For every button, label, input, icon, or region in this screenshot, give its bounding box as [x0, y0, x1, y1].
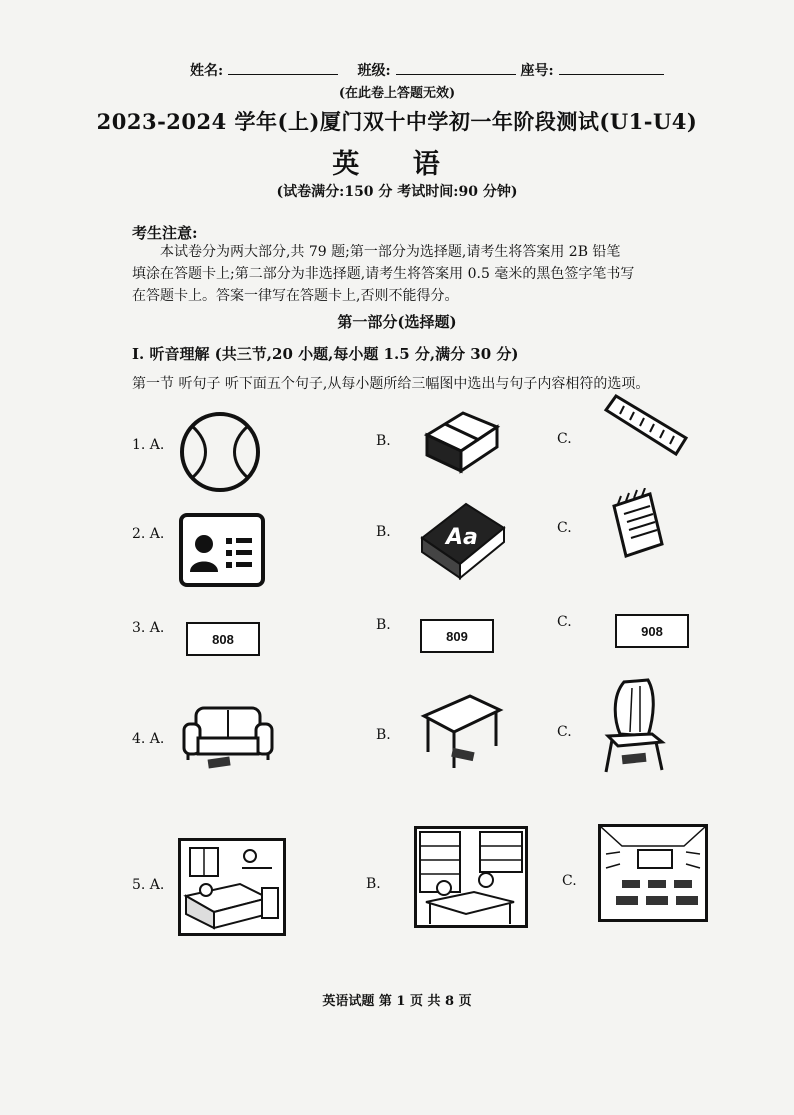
q4-b-label: B. [376, 727, 391, 743]
q3-b-label: B. [376, 617, 391, 633]
baseball-icon[interactable] [178, 410, 262, 494]
page-footer: 英语试题 第 1 页 共 8 页 [322, 994, 472, 1009]
id-card-icon[interactable] [178, 512, 266, 588]
table-icon[interactable] [414, 688, 504, 772]
number-card-808[interactable]: 808 [186, 622, 260, 656]
sofa-icon[interactable] [178, 700, 278, 776]
exam-meta: (试卷满分:150 分 考试时间:90 分钟) [276, 184, 518, 200]
q1-a-label: 1. A. [132, 437, 165, 453]
class-label: 班级: [357, 63, 391, 79]
q5-c-label: C. [562, 873, 577, 889]
q4-c-label: C. [557, 724, 572, 740]
chair-icon[interactable] [596, 676, 676, 778]
q3-a-label: 3. A. [132, 620, 165, 636]
part-title: 第一部分(选择题) [337, 313, 457, 331]
seat-field[interactable] [559, 62, 664, 75]
bedroom-scene[interactable] [178, 838, 286, 936]
subject-title: 英 语 [332, 149, 462, 180]
notebook-icon[interactable] [604, 488, 668, 560]
notice-line-1: 本试卷分为两大部分,共 79 题;第一部分为选择题,请考生将答案用 2B 铅笔 [160, 244, 621, 260]
number-card-908[interactable]: 908 [615, 614, 689, 648]
section-instruction: 第一节 听句子 听下面五个句子,从每小题所给三幅图中选出与句子内容相符的选项。 [132, 376, 650, 392]
name-field[interactable] [228, 62, 338, 75]
library-scene[interactable] [414, 826, 528, 928]
classroom-scene[interactable] [598, 824, 708, 922]
answer-invalid-note: (在此卷上答题无效) [338, 86, 456, 101]
number-card-809[interactable]: 809 [420, 619, 494, 653]
notice-line-2: 填涂在答题卡上;第二部分为非选择题,请考生将答案用 0.5 毫米的黑色签字笔书写 [132, 266, 635, 282]
q1-c-label: C. [557, 431, 572, 447]
q3-c-label: C. [557, 614, 572, 630]
notice-title: 考生注意: [132, 224, 198, 242]
q5-b-label: B. [366, 876, 381, 892]
q5-a-label: 5. A. [132, 877, 165, 893]
svg-text:Aa: Aa [446, 525, 478, 550]
exam-title: 2023-2024 学年(上)厦门双十中学初一年阶段测试(U1-U4) [96, 109, 698, 134]
ruler-icon[interactable] [600, 392, 690, 462]
dictionary-icon[interactable] [412, 498, 512, 582]
seat-label: 座号: [520, 63, 554, 79]
eraser-icon[interactable] [415, 405, 505, 475]
student-info-line [190, 60, 664, 80]
q4-a-label: 4. A. [132, 731, 165, 747]
q2-b-label: B. [376, 524, 391, 540]
q2-c-label: C. [557, 520, 572, 536]
notice-line-3: 在答题卡上。答案一律写在答题卡上,否则不能得分。 [132, 288, 459, 304]
name-label: 姓名: [190, 63, 224, 79]
q1-b-label: B. [376, 433, 391, 449]
class-field[interactable] [396, 62, 516, 75]
section-title: I. 听音理解 (共三节,20 小题,每小题 1.5 分,满分 30 分) [132, 345, 519, 363]
q2-a-label: 2. A. [132, 526, 165, 542]
